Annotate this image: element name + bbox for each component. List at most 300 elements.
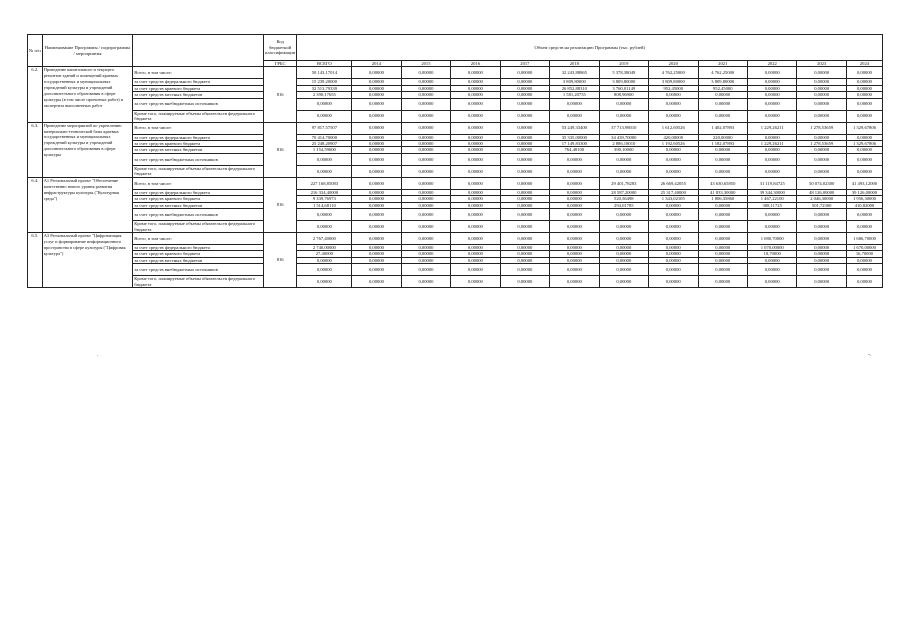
year-value: 0,00000 bbox=[649, 165, 698, 177]
year-value: 0,00000 bbox=[451, 196, 500, 202]
year-value: 0,00000 bbox=[747, 264, 796, 276]
year-value: 0,00000 bbox=[352, 153, 401, 165]
year-value: 3 809,80000 bbox=[698, 79, 747, 85]
funding-source: Всего, в том числе: bbox=[133, 67, 264, 79]
year-value: 0,00000 bbox=[500, 110, 549, 122]
year-value: 0,00000 bbox=[846, 147, 882, 153]
funding-source: Всего, в том числе: bbox=[133, 233, 264, 245]
year-value: 0,00000 bbox=[550, 177, 599, 189]
year-value: 0,00000 bbox=[747, 79, 796, 85]
year-value: 1 070,00000 bbox=[747, 245, 796, 251]
year-value: 1 329,67806 bbox=[846, 141, 882, 147]
year-value: 0,00000 bbox=[649, 264, 698, 276]
year-value: 0,00000 bbox=[451, 264, 500, 276]
funding-source: за счет средств внебюджетных источников bbox=[133, 209, 264, 221]
year-value: 0,00000 bbox=[500, 165, 549, 177]
section-number: 6.3. bbox=[28, 122, 43, 177]
year-value: 0,00000 bbox=[747, 147, 796, 153]
total-value: 0,00000 bbox=[297, 276, 352, 288]
year-value: 1 182,07893 bbox=[698, 141, 747, 147]
year-value: 0,00000 bbox=[797, 110, 846, 122]
year-value: 0,00000 bbox=[500, 257, 549, 263]
year-value: 0,00000 bbox=[401, 67, 450, 79]
header-year: 2024 bbox=[846, 61, 882, 67]
year-value: 0,00000 bbox=[649, 221, 698, 233]
year-value: 10,70000 bbox=[747, 251, 796, 257]
year-value: 0,00000 bbox=[500, 141, 549, 147]
year-value: 0,00000 bbox=[352, 165, 401, 177]
year-value: 4 762,25000 bbox=[649, 67, 698, 79]
year-value: 0,00000 bbox=[401, 85, 450, 91]
funding-source: за счет средств местных бюджетов bbox=[133, 202, 264, 208]
year-value: 4 762,25000 bbox=[698, 67, 747, 79]
total-value: 0,00000 bbox=[297, 153, 352, 165]
year-value: 0,00000 bbox=[550, 189, 599, 195]
year-value: 0,00000 bbox=[401, 79, 450, 85]
year-value: 0,00000 bbox=[698, 209, 747, 221]
year-value: 0,00000 bbox=[401, 209, 450, 221]
year-value: 0,00000 bbox=[797, 134, 846, 140]
year-value: 0,00000 bbox=[747, 221, 796, 233]
table-row bbox=[28, 221, 883, 233]
year-value: 0,00000 bbox=[797, 276, 846, 288]
year-value: 3 809,80000 bbox=[649, 79, 698, 85]
year-value: 1 080,70000 bbox=[747, 233, 796, 245]
year-value: 0,00000 bbox=[846, 276, 882, 288]
year-value: 0,00000 bbox=[550, 245, 599, 251]
year-value: 0,00000 bbox=[550, 251, 599, 257]
year-value: 0,00000 bbox=[401, 98, 450, 110]
funding-source: Кроме того, планируемые объемы обязательств федерального бюджета bbox=[133, 110, 264, 122]
year-value: 0,00000 bbox=[352, 221, 401, 233]
year-value: 0,00000 bbox=[401, 221, 450, 233]
year-value: 0,00000 bbox=[401, 245, 450, 251]
year-value: 39 126,00000 bbox=[846, 189, 882, 195]
year-value: 39 344,30000 bbox=[747, 189, 796, 195]
year-value: 0,00000 bbox=[846, 110, 882, 122]
year-value: 0,00000 bbox=[797, 98, 846, 110]
year-value: 0,00000 bbox=[698, 245, 747, 251]
year-value: 0,00000 bbox=[352, 147, 401, 153]
year-value: 0,00000 bbox=[401, 165, 450, 177]
year-value: 0,00000 bbox=[401, 141, 450, 147]
year-value: 1 467,22100 bbox=[747, 196, 796, 202]
year-value: 1 329,67806 bbox=[846, 122, 882, 134]
year-value: 0,00000 bbox=[698, 98, 747, 110]
year-value: 0,00000 bbox=[747, 153, 796, 165]
year-value: 0,00000 bbox=[500, 85, 549, 91]
year-value: 0,00000 bbox=[451, 98, 500, 110]
table-row bbox=[28, 122, 883, 134]
year-value: 26 852,88310 bbox=[550, 85, 599, 91]
year-value: 0,00000 bbox=[649, 147, 698, 153]
year-value: 0,00000 bbox=[649, 233, 698, 245]
year-value: 420,00000 bbox=[649, 134, 698, 140]
year-value: 501,72300 bbox=[797, 202, 846, 208]
year-value: 0,00000 bbox=[451, 122, 500, 134]
funding-source: за счет средств местных бюджетов bbox=[133, 92, 264, 98]
year-value: 0,00000 bbox=[747, 134, 796, 140]
year-value: 0,00000 bbox=[401, 134, 450, 140]
year-value: 0,00000 bbox=[846, 209, 882, 221]
total-value: 0,00000 bbox=[297, 257, 352, 263]
year-value: 0,00000 bbox=[500, 98, 549, 110]
funding-source: за счет средств краевого бюджета bbox=[133, 141, 264, 147]
year-value: 0,00000 bbox=[401, 147, 450, 153]
year-value: 0,00000 bbox=[500, 251, 549, 257]
year-value: 0,00000 bbox=[550, 209, 599, 221]
year-value: 0,00000 bbox=[649, 209, 698, 221]
table-row bbox=[28, 209, 883, 221]
year-value: 0,00000 bbox=[500, 196, 549, 202]
total-value: 50 143,17014 bbox=[297, 67, 352, 79]
year-value: 0,00000 bbox=[599, 98, 648, 110]
year-value: 1 278,53659 bbox=[797, 141, 846, 147]
year-value: 0,00000 bbox=[599, 264, 648, 276]
year-value: 1 402,07893 bbox=[698, 122, 747, 134]
funding-source: Кроме того, планируемые объемы обязательств федерального бюджета bbox=[133, 165, 264, 177]
year-value: 37 713,98010 bbox=[599, 122, 648, 134]
year-value: 0,00000 bbox=[401, 92, 450, 98]
year-value: 0,00000 bbox=[797, 67, 846, 79]
year-value: 808,96900 bbox=[599, 92, 648, 98]
header-year: 2018 bbox=[550, 61, 599, 67]
year-value: 294,01785 bbox=[599, 202, 648, 208]
section-number: 6.4. bbox=[28, 177, 43, 232]
year-value: 0,00000 bbox=[352, 122, 401, 134]
funding-source: за счет средств местных бюджетов bbox=[133, 147, 264, 153]
total-value: 70 414,70000 bbox=[297, 134, 352, 140]
year-value: 0,00000 bbox=[747, 85, 796, 91]
year-value: 0,00000 bbox=[698, 257, 747, 263]
year-value: 0,00000 bbox=[550, 257, 599, 263]
year-value: 0,00000 bbox=[599, 257, 648, 263]
year-value: 0,00000 bbox=[550, 98, 599, 110]
total-value: 97 817,57507 bbox=[297, 122, 352, 134]
year-value: 0,00000 bbox=[352, 141, 401, 147]
year-value: 32 243,88865 bbox=[550, 67, 599, 79]
year-value: 390,10000 bbox=[599, 147, 648, 153]
table-row bbox=[28, 98, 883, 110]
year-value: 0,00000 bbox=[352, 98, 401, 110]
year-value: 0,00000 bbox=[747, 110, 796, 122]
year-value: 0,00000 bbox=[352, 251, 401, 257]
year-value: 0,00000 bbox=[649, 98, 698, 110]
total-value: 0,00000 bbox=[297, 221, 352, 233]
total-value: 15 239,20000 bbox=[297, 79, 352, 85]
total-value: 1 514,68110 bbox=[297, 202, 352, 208]
year-value: 0,00000 bbox=[747, 257, 796, 263]
total-value: 2 390,17655 bbox=[297, 92, 352, 98]
year-value: 0,00000 bbox=[352, 209, 401, 221]
year-value: 0,00000 bbox=[599, 276, 648, 288]
year-value: 0,00000 bbox=[352, 134, 401, 140]
funding-source: за счет средств федерального бюджета bbox=[133, 245, 264, 251]
year-value: 0,00000 bbox=[451, 245, 500, 251]
year-value: 0,00000 bbox=[352, 233, 401, 245]
budget-document bbox=[27, 34, 883, 350]
year-value: 0,00000 bbox=[599, 110, 648, 122]
year-value: 0,00000 bbox=[599, 233, 648, 245]
header-year: 2017 bbox=[500, 61, 549, 67]
table-row bbox=[28, 67, 883, 79]
year-value: 0,00000 bbox=[747, 98, 796, 110]
year-value: 0,00000 bbox=[500, 153, 549, 165]
year-value: 0,00000 bbox=[797, 233, 846, 245]
year-value: 0,00000 bbox=[451, 147, 500, 153]
year-value: 0,00000 bbox=[451, 134, 500, 140]
year-value: 0,00000 bbox=[846, 79, 882, 85]
year-value: 0,00000 bbox=[451, 177, 500, 189]
year-value: 0,00000 bbox=[846, 92, 882, 98]
year-value: 0,00000 bbox=[451, 165, 500, 177]
year-value: 0,00000 bbox=[649, 110, 698, 122]
year-value: 0,00000 bbox=[698, 251, 747, 257]
year-value: 0,00000 bbox=[401, 276, 450, 288]
year-value: 0,00000 bbox=[797, 257, 846, 263]
year-value: 0,00000 bbox=[500, 221, 549, 233]
total-value: 9 339,76973 bbox=[297, 196, 352, 202]
year-value: 220,00000 bbox=[698, 134, 747, 140]
year-value: 0,00000 bbox=[352, 245, 401, 251]
funding-source: за счет средств внебюджетных источников bbox=[133, 98, 264, 110]
year-value: 0,00000 bbox=[352, 67, 401, 79]
table-row bbox=[28, 110, 883, 122]
year-value: 28 587,20000 bbox=[599, 189, 648, 195]
year-value: 1 229,26211 bbox=[747, 141, 796, 147]
year-value: 0,00000 bbox=[846, 85, 882, 91]
year-value: 1 956,30000 bbox=[846, 196, 882, 202]
year-value: 0,00000 bbox=[451, 85, 500, 91]
year-value: 0,00000 bbox=[401, 153, 450, 165]
year-value: 1 686,70000 bbox=[846, 233, 882, 245]
section-name: Проведение мероприятий по укреплению материально-технической базы краевых государственных и муниципальных учреждений культуры и учреждений дополнительного образования в сфере культуры bbox=[42, 122, 133, 177]
year-value: 0,00000 bbox=[451, 276, 500, 288]
header-year: 2022 bbox=[747, 61, 796, 67]
year-value: 0,00000 bbox=[599, 165, 648, 177]
year-value: 0,00000 bbox=[698, 233, 747, 245]
funding-source: за счет средств федерального бюджета bbox=[133, 79, 264, 85]
section-name: А1 Региональный проект "Обеспечение качественно нового уровня развития инфраструктуры культуры ("Культурная среда") bbox=[42, 177, 133, 232]
total-value: 0,00000 bbox=[297, 209, 352, 221]
year-value: 0,00000 bbox=[698, 147, 747, 153]
total-value: 1 154,59600 bbox=[297, 147, 352, 153]
year-value: 0,00000 bbox=[451, 79, 500, 85]
grbs-code: 816 bbox=[263, 67, 297, 122]
section-number: 6.5. bbox=[28, 233, 43, 288]
year-value: 0,00000 bbox=[500, 92, 549, 98]
year-value: 31 119,84725 bbox=[747, 177, 796, 189]
funding-source: за счет средств федерального бюджета bbox=[133, 134, 264, 140]
funding-source: за счет средств краевого бюджета bbox=[133, 85, 264, 91]
year-value: 41 493,12000 bbox=[846, 177, 882, 189]
year-value: 0,00000 bbox=[550, 110, 599, 122]
header-no: № п/п bbox=[28, 35, 43, 67]
year-value: 0,00000 bbox=[747, 67, 796, 79]
year-value: 0,00000 bbox=[352, 257, 401, 263]
year-value: 0,00000 bbox=[846, 153, 882, 165]
header-name: Наименование Программы / подпрограммы / мероприятия bbox=[42, 35, 133, 67]
year-value: 0,00000 bbox=[451, 221, 500, 233]
year-value: 25 317,40000 bbox=[649, 189, 698, 195]
year-value: 0,00000 bbox=[550, 202, 599, 208]
year-value: 0,00000 bbox=[846, 67, 882, 79]
program-funding-table bbox=[27, 34, 883, 288]
year-value: 0,00000 bbox=[352, 276, 401, 288]
funding-source: за счет средств федерального бюджета bbox=[133, 189, 264, 195]
year-value: 0,00000 bbox=[649, 257, 698, 263]
year-value: 0,00000 bbox=[401, 196, 450, 202]
grbs-code: 816 bbox=[263, 122, 297, 177]
year-value: 0,00000 bbox=[797, 221, 846, 233]
scan-mark: -. bbox=[868, 352, 872, 358]
year-value: 0,00000 bbox=[550, 233, 599, 245]
total-value: 2 767,40000 bbox=[297, 233, 352, 245]
year-value: 0,00000 bbox=[550, 196, 599, 202]
total-value: 227 168,85083 bbox=[297, 177, 352, 189]
year-value: 0,00000 bbox=[797, 92, 846, 98]
year-value: 0,00000 bbox=[500, 67, 549, 79]
year-value: 0,00000 bbox=[846, 221, 882, 233]
year-value: 0,00000 bbox=[550, 221, 599, 233]
year-value: 0,00000 bbox=[649, 245, 698, 251]
total-value: 0,00000 bbox=[297, 264, 352, 276]
year-value: 0,00000 bbox=[797, 209, 846, 221]
year-value: 0,00000 bbox=[599, 245, 648, 251]
header-funds: Объем средств на реализацию Программы (тыс. рублей) bbox=[297, 35, 883, 61]
funding-source: за счет средств краевого бюджета bbox=[133, 251, 264, 257]
year-value: 0,00000 bbox=[698, 110, 747, 122]
year-value: 0,00000 bbox=[451, 257, 500, 263]
header-year: 2019 bbox=[599, 61, 648, 67]
year-value: 0,00000 bbox=[599, 221, 648, 233]
total-value: 27,40000 bbox=[297, 251, 352, 257]
total-value: 0,00000 bbox=[297, 98, 352, 110]
year-value: 41 833,30000 bbox=[698, 189, 747, 195]
year-value: 0,00000 bbox=[352, 92, 401, 98]
table-row bbox=[28, 177, 883, 189]
year-value: 0,00000 bbox=[698, 165, 747, 177]
year-value: 0,00000 bbox=[401, 189, 450, 195]
header-year: 2021 bbox=[698, 61, 747, 67]
year-value: 0,00000 bbox=[797, 165, 846, 177]
year-value: 0,00000 bbox=[698, 202, 747, 208]
year-value: 0,00000 bbox=[797, 79, 846, 85]
year-value: 952,45000 bbox=[698, 85, 747, 91]
year-value: 0,00000 bbox=[451, 251, 500, 257]
year-value: 2 046,30000 bbox=[797, 196, 846, 202]
year-value: 0,00000 bbox=[352, 177, 401, 189]
year-value: 0,00000 bbox=[352, 264, 401, 276]
header-year: 2020 bbox=[649, 61, 698, 67]
funding-source: Кроме того, планируемые объемы обязательств федерального бюджета bbox=[133, 221, 264, 233]
table-row bbox=[28, 233, 883, 245]
year-value: 0,00000 bbox=[550, 153, 599, 165]
year-value: 0,00000 bbox=[500, 79, 549, 85]
header-code: Код бюджетной классификации bbox=[263, 35, 297, 61]
funding-source: Всего, в том числе: bbox=[133, 122, 264, 134]
year-value: 0,00000 bbox=[352, 85, 401, 91]
year-value: 1 581,20755 bbox=[550, 92, 599, 98]
grbs-code: 816 bbox=[263, 177, 297, 232]
table-row bbox=[28, 153, 883, 165]
funding-source: Всего, в том числе: bbox=[133, 177, 264, 189]
year-value: 0,00000 bbox=[846, 257, 882, 263]
year-value: 0,00000 bbox=[451, 153, 500, 165]
year-value: 5 378,38049 bbox=[599, 67, 648, 79]
year-value: 1 343,02105 bbox=[649, 196, 698, 202]
year-value: 17 149,83300 bbox=[550, 141, 599, 147]
year-value: 764,48100 bbox=[550, 147, 599, 153]
header-grbs: ГРБС bbox=[263, 61, 297, 67]
year-value: 0,00000 bbox=[599, 251, 648, 257]
table-row bbox=[28, 165, 883, 177]
grbs-code: 816 bbox=[263, 233, 297, 288]
year-value: 0,00000 bbox=[649, 92, 698, 98]
year-value: 0,00000 bbox=[451, 189, 500, 195]
year-value: 0,00000 bbox=[401, 202, 450, 208]
total-value: 25 248,20907 bbox=[297, 141, 352, 147]
year-value: 0,00000 bbox=[698, 92, 747, 98]
year-value: 0,00000 bbox=[500, 233, 549, 245]
year-value: 0,00000 bbox=[352, 110, 401, 122]
year-value: 0,00000 bbox=[451, 202, 500, 208]
year-value: 0,00000 bbox=[649, 276, 698, 288]
total-value: 216 334,40000 bbox=[297, 189, 352, 195]
header-year: 2016 bbox=[451, 61, 500, 67]
funding-source: за счет средств внебюджетных источников bbox=[133, 153, 264, 165]
header-blank bbox=[133, 35, 264, 67]
year-value: 34 439,70000 bbox=[599, 134, 648, 140]
year-value: 0,00000 bbox=[451, 233, 500, 245]
year-value: 0,00000 bbox=[451, 92, 500, 98]
year-value: 0,00000 bbox=[500, 264, 549, 276]
table-row bbox=[28, 264, 883, 276]
year-value: 1 229,26211 bbox=[747, 122, 796, 134]
year-value: 0,00000 bbox=[747, 92, 796, 98]
header-year: ВСЕГО bbox=[297, 61, 352, 67]
year-value: 0,00000 bbox=[451, 67, 500, 79]
year-value: 50 074,02300 bbox=[797, 177, 846, 189]
year-value: 0,00000 bbox=[747, 165, 796, 177]
year-value: 1 612,60526 bbox=[649, 122, 698, 134]
year-value: 0,00000 bbox=[500, 147, 549, 153]
year-value: 0,00000 bbox=[599, 153, 648, 165]
year-value: 0,00000 bbox=[500, 209, 549, 221]
year-value: 0,00000 bbox=[550, 276, 599, 288]
year-value: 0,00000 bbox=[797, 251, 846, 257]
year-value: 0,00000 bbox=[500, 134, 549, 140]
year-value: 0,00000 bbox=[500, 189, 549, 195]
header-year: 2015 bbox=[401, 61, 450, 67]
year-value: 0,00000 bbox=[550, 264, 599, 276]
year-value: 952,45000 bbox=[649, 85, 698, 91]
year-value: 0,00000 bbox=[401, 122, 450, 134]
year-value: 0,00000 bbox=[797, 153, 846, 165]
year-value: 0,00000 bbox=[846, 98, 882, 110]
year-value: 0,00000 bbox=[797, 245, 846, 251]
year-value: 520,56498 bbox=[599, 196, 648, 202]
scan-dot: . bbox=[97, 352, 99, 358]
year-value: 0,00000 bbox=[698, 264, 747, 276]
year-value: 3 809,80000 bbox=[599, 79, 648, 85]
year-value: 43 630,65850 bbox=[698, 177, 747, 189]
year-value: 0,00000 bbox=[698, 221, 747, 233]
year-value: 0,00000 bbox=[797, 85, 846, 91]
year-value: 0,00000 bbox=[401, 177, 450, 189]
year-value: 0,00000 bbox=[599, 209, 648, 221]
year-value: 0,00000 bbox=[451, 209, 500, 221]
